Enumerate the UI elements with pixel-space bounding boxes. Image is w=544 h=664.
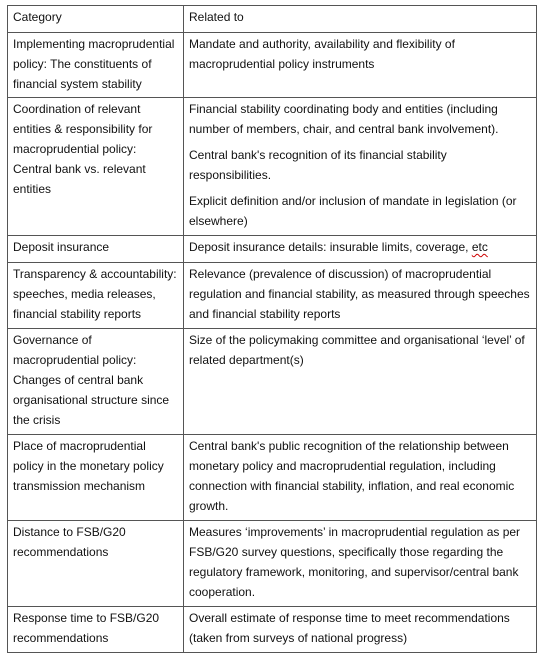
table-row	[8, 521, 537, 607]
category-cell: Implementing macroprudential policy: The constituents of financial system stability	[8, 33, 184, 98]
related-cell	[184, 521, 537, 607]
related-text: Overall estimate of response time to meet recommendations (taken from surveys of national progress)	[189, 611, 510, 645]
related-text: Measures ‘improvements’ in macroprudential regulation as per FSB/G20 survey questions, specifically those regarding the regulatory framework, monitoring, and supervisor/central bank cooperation.	[189, 525, 521, 599]
related-cell	[184, 607, 537, 653]
related-cell	[184, 435, 537, 521]
category-cell: Governance of macroprudential policy: Changes of central bank organisational structure since the crisis	[8, 329, 184, 435]
category-cell: Transparency & accountability: speeches, media releases, financial stability reports	[8, 263, 184, 329]
related-text: Explicit definition and/or inclusion of mandate in legislation (or elsewhere)	[189, 194, 517, 228]
table-row	[8, 263, 537, 329]
header-related-to: Related to	[184, 6, 537, 33]
related-text: Mandate and authority, availability and flexibility of macroprudential policy instruments	[189, 37, 455, 71]
related-cell	[184, 329, 537, 435]
category-cell: Distance to FSB/G20 recommendations	[8, 521, 184, 607]
table-row	[8, 236, 537, 263]
category-cell: Deposit insurance	[8, 236, 184, 263]
table-row	[8, 329, 537, 435]
category-cell: Place of macroprudential policy in the monetary policy transmission mechanism	[8, 435, 184, 521]
related-text: Central bank's recognition of its financial stability responsibilities.	[189, 148, 447, 182]
related-cell	[184, 236, 537, 263]
table-row	[8, 33, 537, 98]
related-text: Size of the policymaking committee and organisational ‘level’ of related department(s)	[189, 333, 525, 367]
table-row	[8, 98, 537, 236]
related-text: Financial stability coordinating body and entities (including number of members, chair, and central bank involvement).	[189, 102, 499, 136]
related-text: Deposit insurance details: insurable limits, coverage,	[189, 240, 472, 254]
header-category: Category	[8, 6, 184, 33]
header-row	[8, 6, 537, 33]
category-cell: Response time to FSB/G20 recommendations	[8, 607, 184, 653]
related-cell	[184, 33, 537, 98]
category-table	[7, 5, 537, 653]
spellcheck-word: etc	[471, 240, 488, 254]
related-text: Relevance (prevalence of discussion) of macroprudential regulation and financial stability, as measured through speeches and financial stability reports	[189, 267, 530, 321]
category-cell: Coordination of relevant entities & responsibility for macroprudential policy: Central bank vs. relevant entities	[8, 98, 184, 236]
related-cell	[184, 263, 537, 329]
table-row	[8, 435, 537, 521]
table-row	[8, 607, 537, 653]
related-text: Central bank's public recognition of the relationship between monetary policy and macroprudential regulation, including connection with financial stability, inflation, and real economic growth.	[189, 439, 515, 513]
related-cell	[184, 98, 537, 236]
